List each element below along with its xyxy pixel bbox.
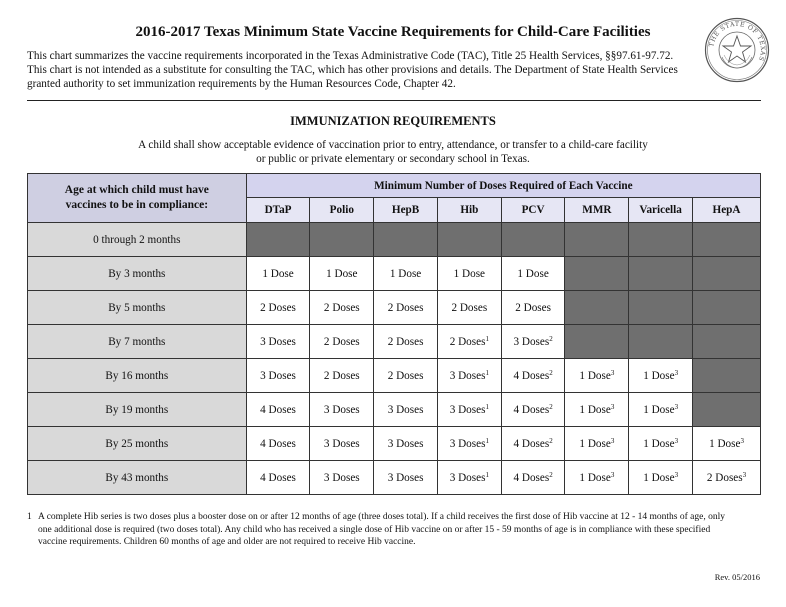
vaccine-header-hepa: HepA [693, 198, 761, 223]
table-row [28, 291, 761, 325]
dose-cell [437, 291, 501, 325]
dose-cell [501, 393, 565, 427]
dose-text: 2 Doses [323, 335, 360, 348]
dose-text: 3 Doses [387, 437, 424, 450]
vaccine-header-hepb: HepB [374, 198, 438, 223]
dose-text: 1 Dose [389, 267, 422, 280]
dose-cell [437, 359, 501, 393]
dose-text: 3 Doses [449, 369, 486, 382]
dose-cell [629, 427, 693, 461]
dose-text: 2 Doses [451, 301, 488, 314]
dose-text: 1 Dose [579, 369, 611, 382]
dose-cell [501, 461, 565, 495]
dose-text: 1 Dose [517, 267, 549, 280]
footnote-marker: 1 [485, 402, 489, 411]
not-required-cell [565, 257, 629, 291]
dose-cell [310, 359, 374, 393]
intro-line: This chart summarizes the vaccine requirements incorporated in the Texas Administrative Code (TAC), Title 25 Health Services, §§97.61-97.72. [27, 50, 674, 62]
statement-line: A child shall show acceptable evidence of vaccination prior to entry, attendance, or transfer to a child-care facility [138, 139, 648, 151]
dose-cell [629, 461, 693, 495]
header-divider [27, 100, 761, 101]
footnote-line: one additional dose is required (two doses total). Any child who has received a single dose of Hib vaccine on or after 15 - 59 months of age is in compliance with these specified [38, 524, 711, 535]
dose-cell [501, 257, 565, 291]
dose-cell [437, 393, 501, 427]
requirement-statement [0, 138, 786, 166]
age-header-line: vaccines to be in compliance: [65, 199, 209, 211]
dose-cell [310, 393, 374, 427]
dose-cell [310, 461, 374, 495]
dose-text: 2 Doses [706, 471, 743, 484]
vaccine-header-varicella: Varicella [629, 198, 693, 223]
footnote-marker: 1 [485, 470, 489, 479]
dose-text: 3 Doses [323, 437, 360, 450]
dose-cell [501, 427, 565, 461]
dose-text: 4 Doses [260, 471, 296, 484]
dose-cell [374, 359, 438, 393]
age-cell: By 3 months [28, 257, 247, 291]
dose-cell [246, 291, 310, 325]
dose-cell [246, 393, 310, 427]
age-header-line: Age at which child must have [64, 184, 209, 196]
not-required-cell [629, 223, 693, 257]
vaccine-header-pcv: PCV [501, 198, 565, 223]
dose-cell [374, 427, 438, 461]
dose-text: 3 Doses [323, 403, 360, 416]
dose-text: 2 Doses [387, 301, 424, 314]
dose-text: 1 Dose [643, 437, 675, 450]
section-heading: IMMUNIZATION REQUIREMENTS [290, 114, 496, 128]
statement-line: or public or private elementary or secondary school in Texas. [256, 153, 530, 165]
dose-cell [374, 257, 438, 291]
dose-cell [693, 427, 761, 461]
table-row [28, 393, 761, 427]
dose-text: 3 Doses [260, 369, 296, 382]
not-required-cell [374, 223, 438, 257]
footnote-marker: 2 [549, 402, 553, 411]
dose-text: 2 Doses [323, 369, 360, 382]
footnote-marker: 3 [674, 402, 679, 411]
not-required-cell [310, 223, 374, 257]
dose-text: 2 Doses [449, 335, 486, 348]
dose-text: 1 Dose [262, 267, 294, 280]
dose-text: 2 Doses [323, 301, 360, 314]
intro-paragraph [27, 49, 707, 91]
seal-text: THE STATE OF TEXAS [708, 20, 767, 63]
intro-line: granted authority to set immunization requirements by the Human Resources Code, Chapter 42. [27, 78, 456, 90]
footnote-marker: 3 [610, 368, 615, 377]
not-required-cell [629, 257, 693, 291]
dose-text: 4 Doses [513, 437, 550, 450]
table-row [28, 325, 761, 359]
not-required-cell [629, 325, 693, 359]
dose-cell [693, 461, 761, 495]
footnote-marker: 3 [674, 436, 679, 445]
footnote-marker: 3 [610, 470, 615, 479]
age-cell: By 43 months [28, 461, 247, 495]
dose-cell [501, 291, 565, 325]
table-row [28, 257, 761, 291]
dose-cell [374, 393, 438, 427]
table-row [28, 461, 761, 495]
footnote-marker: 2 [549, 334, 553, 343]
age-cell: By 25 months [28, 427, 247, 461]
dose-text: 1 Dose [579, 471, 611, 484]
not-required-cell [629, 291, 693, 325]
dose-text: 3 Doses [260, 335, 296, 348]
age-cell: 0 through 2 months [28, 223, 247, 257]
not-required-cell [693, 359, 761, 393]
dose-cell [565, 427, 629, 461]
footnote [27, 511, 757, 549]
age-cell: By 5 months [28, 291, 247, 325]
table-row [28, 359, 761, 393]
dose-cell [246, 359, 310, 393]
dose-text: 1 Dose [643, 471, 675, 484]
age-cell: By 19 months [28, 393, 247, 427]
dose-text: 1 Dose [579, 437, 611, 450]
not-required-cell [565, 223, 629, 257]
dose-cell [246, 257, 310, 291]
not-required-cell [565, 291, 629, 325]
dose-cell [310, 325, 374, 359]
dose-text: 1 Dose [579, 403, 611, 416]
dose-cell [437, 461, 501, 495]
dose-text: 3 Doses [387, 403, 424, 416]
not-required-cell [565, 325, 629, 359]
intro-line: This chart is not intended as a substitute for consulting the TAC, which has other provisions and details. The Department of State Health Services [27, 64, 678, 76]
dose-text: 2 Doses [515, 301, 551, 314]
dose-cell [246, 427, 310, 461]
table-row [28, 223, 761, 257]
dose-text: 4 Doses [513, 471, 550, 484]
dose-text: 4 Doses [513, 403, 550, 416]
vaccine-header-polio: Polio [310, 198, 374, 223]
dose-cell [374, 461, 438, 495]
dose-cell [374, 291, 438, 325]
not-required-cell [437, 223, 501, 257]
footnote-marker: 3 [674, 368, 679, 377]
requirements-body [28, 223, 761, 495]
texas-state-seal-icon [704, 17, 770, 83]
dose-text: 3 Doses [449, 471, 486, 484]
dose-cell [501, 325, 565, 359]
dose-cell [310, 257, 374, 291]
dose-text: 3 Doses [387, 471, 424, 484]
not-required-cell [693, 223, 761, 257]
not-required-cell [693, 291, 761, 325]
dose-cell [437, 427, 501, 461]
dose-cell [310, 291, 374, 325]
dose-text: 1 Dose [643, 369, 675, 382]
dose-cell [246, 461, 310, 495]
dose-text: 3 Doses [449, 403, 486, 416]
dose-cell [310, 427, 374, 461]
dose-cell [565, 461, 629, 495]
age-column-header [28, 174, 247, 223]
dose-cell [629, 359, 693, 393]
footnote-line: vaccine requirements. Children 60 months of age and older are not required to receive Hib vaccine. [38, 537, 416, 547]
dose-text: 2 Doses [387, 369, 424, 382]
dose-cell [501, 359, 565, 393]
footnote-marker: 2 [549, 436, 553, 445]
dose-text: 3 Doses [513, 335, 550, 348]
dose-cell [565, 393, 629, 427]
dose-text: 1 Dose [326, 267, 358, 280]
dose-text: 2 Doses [387, 335, 424, 348]
dose-text: 1 Dose [643, 403, 675, 416]
footnote-marker: 3 [742, 470, 747, 479]
footnote-marker: 3 [740, 436, 744, 445]
not-required-cell [501, 223, 565, 257]
dose-text: 4 Doses [260, 437, 296, 450]
footnote-marker: 1 [485, 368, 489, 377]
dose-cell [374, 325, 438, 359]
footnote-marker: 1 [485, 436, 489, 445]
dose-text: 3 Doses [323, 471, 360, 484]
footnote-marker: 3 [610, 402, 615, 411]
doses-header: Minimum Number of Doses Required of Each Vaccine [246, 174, 760, 198]
footnote-line: A complete Hib series is two doses plus a booster dose on or after 12 months of age (three doses total). If a child receives the first dose of Hib vaccine at 12 - 14 months of age, only [38, 512, 725, 522]
vaccine-requirements-table [27, 173, 761, 495]
vaccine-header-dtap: DTaP [246, 198, 310, 223]
dose-text: 4 Doses [260, 403, 296, 416]
footnote-marker: 1 [485, 334, 489, 343]
vaccine-header-mmr: MMR [565, 198, 629, 223]
dose-text: 2 Doses [260, 301, 296, 314]
dose-cell [565, 359, 629, 393]
dose-cell [437, 325, 501, 359]
not-required-cell [693, 393, 761, 427]
dose-text: 4 Doses [513, 369, 550, 382]
footnote-number: 1 [27, 512, 32, 522]
dose-text: 1 Dose [709, 437, 741, 450]
not-required-cell [246, 223, 310, 257]
dose-text: 3 Doses [449, 437, 486, 450]
dose-cell [629, 393, 693, 427]
not-required-cell [693, 257, 761, 291]
document-title: 2016-2017 Texas Minimum State Vaccine Requirements for Child-Care Facilities [135, 24, 651, 40]
vaccine-header-hib: Hib [437, 198, 501, 223]
age-cell: By 16 months [28, 359, 247, 393]
dose-cell [246, 325, 310, 359]
footnote-marker: 2 [549, 470, 553, 479]
footnote-marker: 2 [549, 368, 553, 377]
dose-text: 1 Dose [453, 267, 486, 280]
dose-cell [437, 257, 501, 291]
age-cell: By 7 months [28, 325, 247, 359]
not-required-cell [693, 325, 761, 359]
footnote-marker: 3 [610, 436, 615, 445]
revision-date: Rev. 05/2016 [714, 572, 760, 582]
table-row [28, 427, 761, 461]
footnote-marker: 3 [674, 470, 679, 479]
